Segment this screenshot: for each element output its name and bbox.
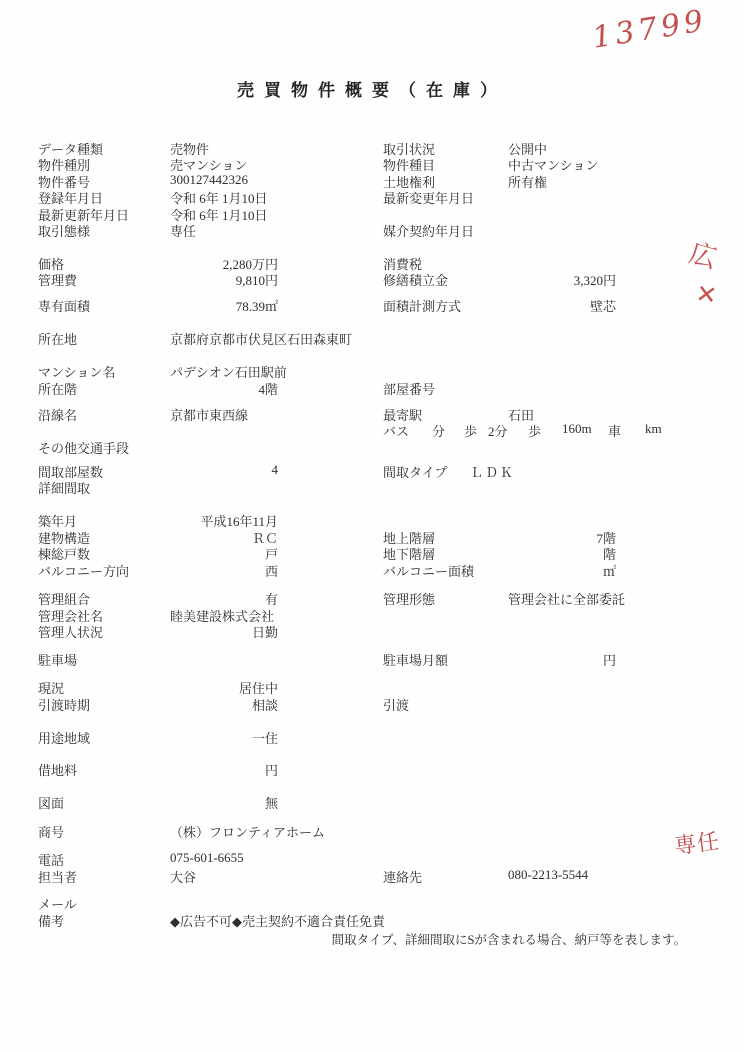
row-manager-status [0, 622, 744, 639]
layout-detail-label: 詳細間取 [38, 481, 91, 496]
structure-label: 建物構造 [38, 531, 91, 546]
balcony-direction-value: 西 [264, 564, 278, 579]
contact-person-label: 担当者 [38, 870, 78, 885]
line-name-label: 沿線名 [38, 408, 78, 423]
management-fee-value: 9,810円 [235, 273, 278, 288]
row-contact-person [0, 867, 744, 884]
land-rights-label: 土地権利 [383, 175, 436, 190]
nearest-station-value: 石田 [508, 408, 535, 423]
row-land-rent [0, 760, 744, 777]
price-value: 2,280万円 [222, 257, 278, 272]
row-access [0, 421, 744, 438]
management-fee-label: 管理費 [38, 273, 78, 288]
repair-reserve-label: 修繕積立金 [383, 273, 449, 288]
balcony-direction-label: バルコニー方向 [38, 564, 130, 579]
remarks-value: ◆広告不可◆売主契約不適合責任免責 [170, 914, 385, 929]
current-state-value: 居住中 [238, 681, 278, 696]
phone-value: 075-601-6655 [170, 850, 244, 865]
row-management-company [0, 606, 744, 623]
transaction-type-label: 取引態様 [38, 224, 91, 239]
row-location [0, 329, 744, 346]
last-change-date-label: 最新変更年月日 [383, 191, 475, 206]
access-walk-label: 歩 [464, 424, 478, 439]
property-kind-label: 物件種別 [38, 158, 91, 173]
mansion-name-label: マンション名 [38, 365, 116, 380]
access-bus-minutes: 分 [432, 424, 446, 439]
handover-time-value: 相談 [251, 698, 278, 713]
row-management-fee [0, 270, 744, 287]
transaction-type-value: 専任 [170, 224, 197, 239]
other-transport-label: その他交通手段 [38, 441, 130, 456]
floors-above-label: 地上階層 [383, 531, 436, 546]
row-last-update-date [0, 205, 744, 222]
registration-date-value: 令和 6年 1月10日 [170, 191, 268, 206]
access-car-label: 車 [608, 424, 622, 439]
repair-reserve-value: 3,320円 [573, 273, 616, 288]
contact-number-label: 連絡先 [383, 870, 423, 885]
remarks-label: 備考 [38, 914, 65, 929]
current-state-label: 現況 [38, 681, 65, 696]
management-company-value: 睦美建設株式会社 [170, 609, 275, 624]
balcony-area-value: ㎡ [602, 564, 616, 579]
room-count-value: 4 [271, 462, 278, 477]
row-current-state [0, 678, 744, 695]
land-rights-value: 所有権 [508, 175, 548, 190]
property-number-value: 300127442326 [170, 172, 248, 187]
handwritten-ref-number: 13799 [589, 3, 710, 56]
manager-status-value: 日勤 [251, 625, 278, 640]
access-walk-minutes: 2分 [488, 424, 508, 439]
area-measurement-label: 面積計測方式 [383, 299, 462, 314]
area-measurement-value: 壁芯 [589, 299, 616, 314]
access-car-km: km [645, 421, 662, 436]
land-rent-label: 借地料 [38, 763, 78, 778]
mediation-contract-date-label: 媒介契約年月日 [383, 224, 475, 239]
floors-below-label: 地下階層 [383, 547, 436, 562]
phone-label: 電話 [38, 853, 65, 868]
deal-status-value: 公開中 [508, 142, 548, 157]
location-label: 所在地 [38, 332, 78, 347]
manager-status-label: 管理人状況 [38, 625, 104, 640]
row-remarks [0, 911, 744, 928]
consumption-tax-label: 消費税 [383, 257, 423, 272]
zoning-label: 用途地域 [38, 731, 91, 746]
built-date-label: 築年月 [38, 514, 78, 529]
total-units-value: 戸 [264, 547, 278, 562]
exclusive-area-label: 専有面積 [38, 299, 91, 314]
room-number-label: 部屋番号 [383, 382, 436, 397]
management-form-value: 管理会社に全部委託 [508, 592, 626, 607]
row-data-kind [0, 139, 744, 156]
nearest-station-label: 最寄駅 [383, 408, 423, 423]
built-date-value: 平成16年11月 [200, 514, 278, 529]
row-built-date [0, 511, 744, 528]
registration-date-label: 登録年月日 [38, 191, 104, 206]
handwritten-mid-annotation-char2: ✕ [694, 278, 719, 311]
parking-label: 駐車場 [38, 653, 78, 668]
row-property-kind [0, 155, 744, 172]
row-zoning [0, 728, 744, 745]
row-exclusive-area [0, 296, 744, 313]
price-label: 価格 [38, 257, 65, 272]
handwritten-mid-annotation-char1: 広 [685, 237, 720, 276]
row-registration-date [0, 188, 744, 205]
access-distance: 160m [562, 421, 592, 436]
row-total-units [0, 544, 744, 561]
parking-monthly-label: 駐車場月額 [383, 653, 449, 668]
land-rent-value: 円 [264, 763, 278, 778]
contact-person-value: 大谷 [170, 870, 197, 885]
row-company-name [0, 822, 744, 839]
layout-type-label: 間取タイプ [383, 465, 448, 480]
location-value: 京都府京都市伏見区石田森東町 [170, 332, 353, 347]
row-other-transport [0, 438, 744, 455]
balcony-area-label: バルコニー面積 [383, 564, 475, 579]
property-category-label: 物件種目 [383, 158, 436, 173]
handover-label: 引渡 [383, 698, 410, 713]
row-handover-time [0, 695, 744, 712]
zoning-value: 一住 [251, 731, 278, 746]
floor-located-label: 所在階 [38, 382, 78, 397]
row-drawing [0, 793, 744, 810]
row-room-count [0, 462, 744, 479]
contact-number-value: 080-2213-5544 [508, 867, 589, 882]
parking-monthly-value: 円 [602, 653, 616, 668]
mansion-name-value: パデシオン石田駅前 [170, 365, 287, 380]
structure-value: ＲＣ [251, 531, 278, 546]
property-kind-value: 売マンション [170, 158, 248, 173]
last-update-date-value: 令和 6年 1月10日 [170, 208, 268, 223]
row-transaction-type [0, 221, 744, 238]
footer-note: 間取タイプ、詳細間取にSが含まれる場合、納戸等を表します。 [331, 933, 686, 947]
exclusive-area-value: 78.39㎡ [235, 299, 278, 314]
access-bus-label: バス [383, 424, 410, 439]
line-name-value: 京都市東西線 [170, 408, 249, 423]
row-property-number [0, 172, 744, 189]
total-units-label: 棟総戸数 [38, 547, 91, 562]
management-association-value: 有 [264, 592, 278, 607]
email-label: メール [38, 897, 77, 912]
company-name-value: （株）フロンティアホーム [170, 825, 325, 840]
data-kind-label: データ種類 [38, 142, 104, 157]
deal-status-label: 取引状況 [383, 142, 436, 157]
property-category-value: 中古マンション [508, 158, 599, 173]
floors-above-value: 7階 [596, 531, 616, 546]
room-count-label: 間取部屋数 [38, 465, 104, 480]
row-email [0, 894, 744, 911]
management-company-label: 管理会社名 [38, 609, 104, 624]
layout-type-value: ＬＤＫ [470, 465, 516, 480]
floors-below-value: 階 [602, 547, 616, 562]
row-line-name [0, 405, 744, 422]
row-management-association [0, 589, 744, 606]
property-number-label: 物件番号 [38, 175, 91, 190]
handwritten-bottom-annotation: 専任 [672, 829, 722, 860]
row-phone [0, 850, 744, 867]
row-structure [0, 528, 744, 545]
company-name-label: 商号 [38, 825, 65, 840]
page-title: 売買物件概要（在庫） [237, 81, 507, 100]
row-floor-located [0, 379, 744, 396]
last-update-date-label: 最新更新年月日 [38, 208, 130, 223]
management-form-label: 管理形態 [383, 592, 436, 607]
drawing-value: 無 [264, 796, 278, 811]
row-balcony-direction [0, 561, 744, 578]
row-price [0, 254, 744, 271]
row-mansion-name [0, 362, 744, 379]
data-kind-value: 売物件 [170, 142, 210, 157]
floor-located-value: 4階 [258, 382, 278, 397]
row-parking [0, 650, 744, 667]
drawing-label: 図面 [38, 796, 65, 811]
handover-time-label: 引渡時期 [38, 698, 91, 713]
access-walk2-label: 歩 [528, 424, 542, 439]
management-association-label: 管理組合 [38, 592, 91, 607]
row-layout-detail [0, 478, 744, 495]
